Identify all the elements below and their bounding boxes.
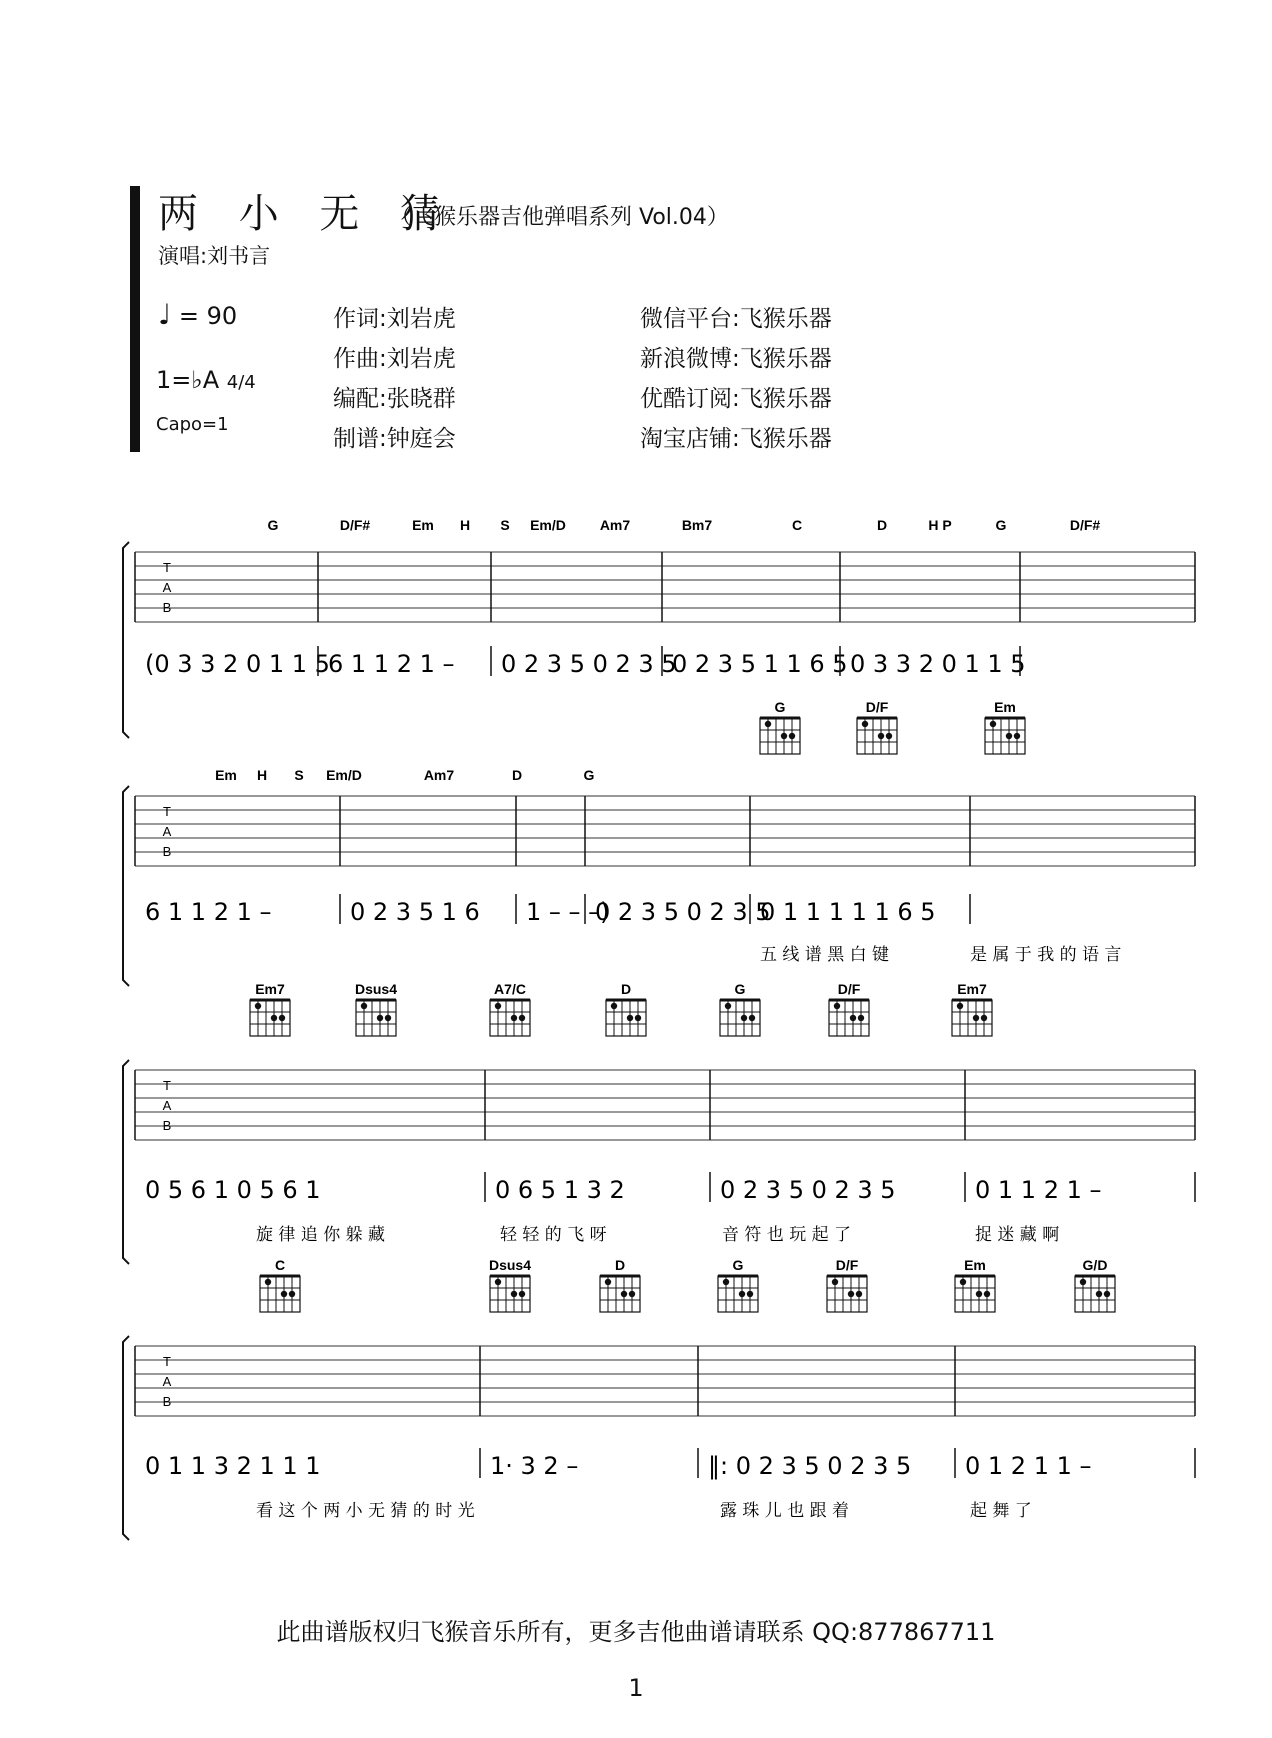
tempo: ♩ = 90 xyxy=(158,298,238,331)
chord-diagram-dot xyxy=(1014,733,1020,739)
numbered-notation-measure: 0 1 1 2 1 – xyxy=(975,1176,1102,1204)
chord-diagram-dot xyxy=(973,1015,979,1021)
chord-name: Am7 xyxy=(423,767,455,783)
system-bracket xyxy=(123,1336,129,1540)
chord-diagram-name: G xyxy=(732,1257,744,1273)
song-subtitle: （飞猴乐器吉他弹唱系列 Vol.04） xyxy=(390,205,729,230)
lyric-line: 五 线 谱 黑 白 键 xyxy=(760,945,890,965)
tab-clef-letter: T xyxy=(163,1354,171,1369)
singer: 演唱:刘书言 xyxy=(158,244,271,268)
credit-arranger: 编配:张晓群 xyxy=(333,386,456,412)
chord-diagram-dot xyxy=(981,1015,987,1021)
chord-diagram-dot xyxy=(781,733,787,739)
chord-diagram-dot xyxy=(271,1015,277,1021)
numbered-notation-measure: (0 3 3 2 0 1 1 5 xyxy=(145,650,330,678)
lyric-line: 音 符 也 玩 起 了 xyxy=(722,1225,852,1245)
chord-diagram-name: Em7 xyxy=(255,981,285,997)
song-title: 两 小 无 猜 xyxy=(158,191,455,237)
chord-name: S xyxy=(294,767,304,783)
page-number: 1 xyxy=(628,1674,644,1702)
chord-diagram-dot xyxy=(850,1015,856,1021)
numbered-notation-measure: 0 1 2 1 1 – xyxy=(965,1452,1092,1480)
numbered-notation-measure: 0 1 1 3 2 1 1 1 xyxy=(145,1452,321,1480)
chord-diagram-dot xyxy=(832,1279,838,1285)
tab-clef-letter: A xyxy=(162,824,172,839)
chord-diagram-dot xyxy=(511,1291,517,1297)
capo: Capo=1 xyxy=(156,414,229,435)
credit-wechat: 微信平台:飞猴乐器 xyxy=(640,306,832,332)
chord-diagram-dot xyxy=(377,1015,383,1021)
tab-clef-letter: T xyxy=(163,560,171,575)
lyric-line: 看 这 个 两 小 无 猜 的 时 光 xyxy=(256,1501,475,1521)
chord-diagram-dot xyxy=(858,1015,864,1021)
chord-diagram-dot xyxy=(990,721,996,727)
numbered-notation-measure: 6 1 1 2 1 – xyxy=(145,898,272,926)
lyric-line: 是 属 于 我 的 语 言 xyxy=(970,945,1122,965)
numbered-notation-measure: 0 5 6 1 0 5 6 1 xyxy=(145,1176,321,1204)
numbered-notation-measure: 1 – – –) xyxy=(526,898,610,926)
chord-name: D/F# xyxy=(1069,517,1101,533)
chord-diagram-dot xyxy=(723,1279,729,1285)
chord-diagram-name: G xyxy=(774,699,786,715)
chord-diagram-dot xyxy=(629,1291,635,1297)
chord-diagram-dot xyxy=(621,1291,627,1297)
chord-diagram-dot xyxy=(789,733,795,739)
chord-diagram-dot xyxy=(627,1015,633,1021)
chord-diagram-dot xyxy=(385,1015,391,1021)
chord-diagram-dot xyxy=(281,1291,287,1297)
chord-name: Em/D xyxy=(530,517,566,533)
chord-diagram-dot xyxy=(749,1015,755,1021)
chord-diagram-name: Dsus4 xyxy=(354,981,398,997)
chord-name: Em xyxy=(215,767,237,783)
quarter-note-icon: ♩ xyxy=(158,298,172,331)
numbered-notation-measure: 0 2 3 5 1 1 6 5 xyxy=(672,650,848,678)
tab-clef-letter: A xyxy=(162,1098,172,1113)
chord-diagram-dot xyxy=(960,1279,966,1285)
chord-diagram-dot xyxy=(1096,1291,1102,1297)
lyric-line: 露 珠 儿 也 跟 着 xyxy=(720,1501,850,1521)
chord-diagram-name: C xyxy=(274,1257,286,1273)
credit-weibo: 新浪微博:飞猴乐器 xyxy=(640,346,832,372)
chord-name: H xyxy=(256,767,268,783)
numbered-notation-measure: 0 2 3 5 1 6 xyxy=(350,898,480,926)
chord-diagram-dot xyxy=(862,721,868,727)
chord-diagram-dot xyxy=(519,1015,525,1021)
chord-name: Am7 xyxy=(599,517,631,533)
numbered-notation-measure: 6 1 1 2 1 – xyxy=(328,650,455,678)
chord-diagram-dot xyxy=(495,1003,501,1009)
numbered-notation-measure: 0 2 3 5 0 2 3 5 xyxy=(595,898,771,926)
chord-name: Bm7 xyxy=(681,517,713,533)
credit-youku: 优酷订阅:飞猴乐器 xyxy=(640,386,832,412)
chord-name: Em/D xyxy=(326,767,362,783)
chord-name: C xyxy=(791,517,803,533)
chord-name: H xyxy=(459,517,471,533)
system-bracket xyxy=(123,542,129,738)
numbered-notation-measure: 0 2 3 5 0 2 3 5 xyxy=(501,650,677,678)
tab-clef-letter: B xyxy=(162,600,172,615)
credit-lyricist: 作词:刘岩虎 xyxy=(333,306,456,332)
chord-diagram-dot xyxy=(765,721,771,727)
chord-diagram-dot xyxy=(984,1291,990,1297)
chord-name: D xyxy=(511,767,523,783)
chord-diagram-dot xyxy=(886,733,892,739)
tab-clef-letter: A xyxy=(162,1374,172,1389)
chord-diagram-name: D/F xyxy=(837,981,861,997)
chord-name: Em xyxy=(412,517,434,533)
chord-diagram-dot xyxy=(265,1279,271,1285)
chord-name: S xyxy=(500,517,510,533)
chord-diagram-dot xyxy=(1080,1279,1086,1285)
chord-diagram-name: Em xyxy=(964,1257,986,1273)
credit-taobao: 淘宝店铺:飞猴乐器 xyxy=(640,426,832,452)
chord-diagram-dot xyxy=(1104,1291,1110,1297)
chord-diagram-dot xyxy=(495,1279,501,1285)
tab-clef-letter: B xyxy=(162,844,172,859)
chord-name: H P xyxy=(928,517,952,533)
chord-diagram-name: Em7 xyxy=(957,981,987,997)
chord-diagram-dot xyxy=(605,1279,611,1285)
chord-diagram-name: D xyxy=(620,981,632,997)
numbered-notation-measure: 0 3 3 2 0 1 1 5 xyxy=(850,650,1026,678)
chord-diagram-dot xyxy=(739,1291,745,1297)
chord-diagram-dot xyxy=(361,1003,367,1009)
chord-name: G xyxy=(583,767,595,783)
chord-diagram-dot xyxy=(635,1015,641,1021)
numbered-notation-measure: 0 2 3 5 0 2 3 5 xyxy=(720,1176,896,1204)
chord-diagram-dot xyxy=(848,1291,854,1297)
tab-clef-letter: B xyxy=(162,1394,172,1409)
tab-clef-letter: A xyxy=(162,580,172,595)
credit-composer: 作曲:刘岩虎 xyxy=(333,346,456,372)
numbered-notation-measure: 0 1 1 1 1 1 6 5 xyxy=(760,898,936,926)
tab-clef-letter: B xyxy=(162,1118,172,1133)
lyric-line: 旋 律 追 你 躲 藏 xyxy=(256,1225,386,1245)
numbered-notation-measure: 1· 3 2 – xyxy=(490,1452,579,1480)
lyric-line: 轻 轻 的 飞 呀 xyxy=(500,1225,607,1245)
chord-name: D xyxy=(876,517,888,533)
chord-name: G xyxy=(995,517,1007,533)
chord-diagram-name: G xyxy=(734,981,746,997)
chord-name: G xyxy=(267,517,279,533)
chord-diagram-dot xyxy=(878,733,884,739)
copyright-footer: 此曲谱版权归飞猴音乐所有，更多吉他曲谱请联系 QQ:877867711 xyxy=(276,1618,996,1646)
chord-diagram-dot xyxy=(511,1015,517,1021)
chord-diagram-dot xyxy=(976,1291,982,1297)
lyric-line: 起 舞 了 xyxy=(970,1501,1032,1521)
chord-diagram-dot xyxy=(611,1003,617,1009)
chord-diagram-name: D xyxy=(614,1257,626,1273)
tab-clef-letter: T xyxy=(163,1078,171,1093)
numbered-notation-measure: 0 6 5 1 3 2 xyxy=(495,1176,625,1204)
key-signature: 1=♭A 4/4 xyxy=(156,366,256,394)
tab-clef-letter: T xyxy=(163,804,171,819)
chord-diagram-dot xyxy=(856,1291,862,1297)
chord-diagram-name: D/F xyxy=(835,1257,859,1273)
chord-diagram-name: A7/C xyxy=(494,981,526,997)
time-signature: 4/4 xyxy=(226,372,256,393)
credit-transcriber: 制谱:钟庭会 xyxy=(333,426,456,452)
chord-name: D/F# xyxy=(339,517,371,533)
chord-diagram-dot xyxy=(834,1003,840,1009)
chord-diagram-dot xyxy=(255,1003,261,1009)
chord-diagram-name: D/F xyxy=(865,699,889,715)
chord-diagram-dot xyxy=(747,1291,753,1297)
chord-diagram-dot xyxy=(279,1015,285,1021)
chord-diagram-dot xyxy=(957,1003,963,1009)
system-bracket xyxy=(123,786,129,986)
chord-diagram-dot xyxy=(1006,733,1012,739)
chord-diagram-dot xyxy=(519,1291,525,1297)
chord-diagram-dot xyxy=(741,1015,747,1021)
chord-diagram-name: Em xyxy=(994,699,1016,715)
chord-diagram-dot xyxy=(725,1003,731,1009)
lyric-line: 捉 迷 藏 啊 xyxy=(975,1225,1060,1245)
numbered-notation-measure: ‖: 0 2 3 5 0 2 3 5 xyxy=(708,1452,912,1480)
chord-diagram-dot xyxy=(289,1291,295,1297)
chord-diagram-name: G/D xyxy=(1082,1257,1108,1273)
chord-diagram-name: Dsus4 xyxy=(488,1257,532,1273)
system-bracket xyxy=(123,1060,129,1264)
